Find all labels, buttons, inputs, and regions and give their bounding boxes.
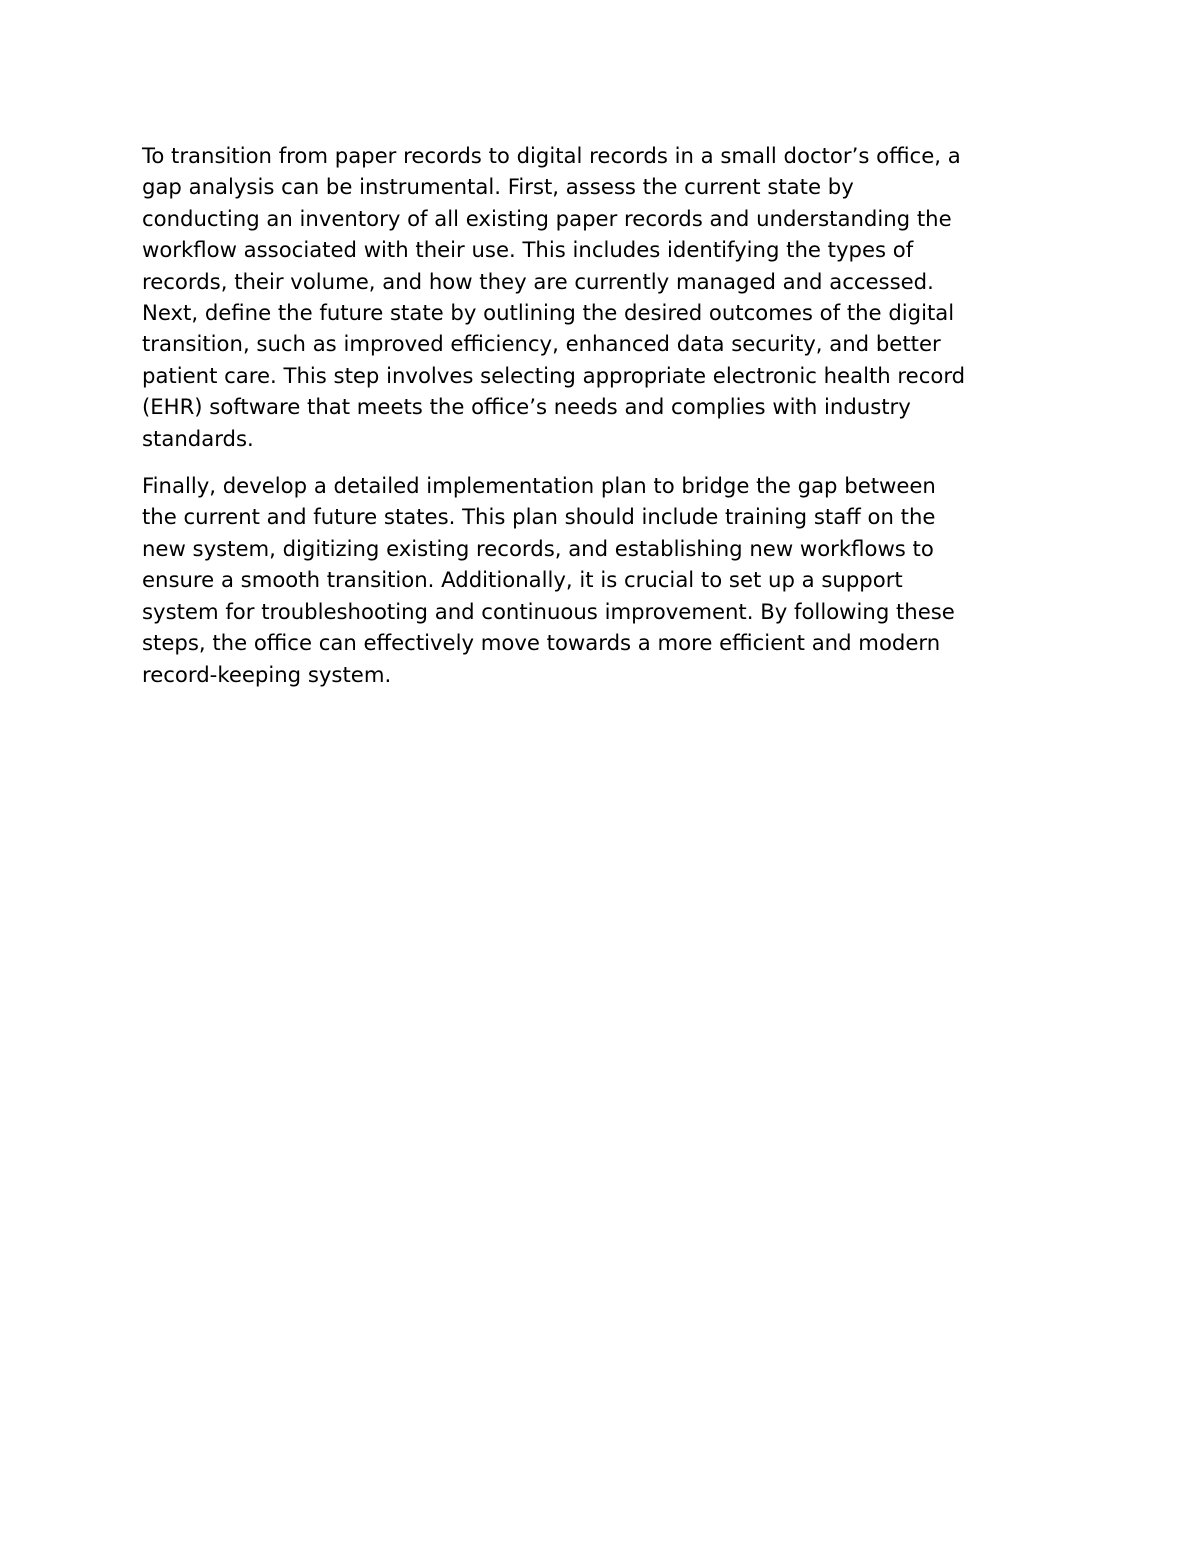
document-body (142, 140, 1062, 706)
paragraph-implementation-plan: Finally, develop a detailed implementation plan to bridge the gap between the current and future states. This plan should include training staff on the new system, digitizing existing records, and establishing new workflows to ensure a smooth transition. Additionally, it is crucial to set up a support system for troubleshooting and continuous improvement. By following these steps, the office can effectively move towards a more efficient and modern record-keeping system. (142, 473, 955, 687)
paragraph-gap-analysis: To transition from paper records to digital records in a small doctor’s office, a gap analysis can be instrumental. First, assess the current state by conducting an inventory of all existing paper records and understanding the workflow associated with their use. This includes identifying the types of records, their volume, and how they are currently managed and accessed. Next, define the future state by outlining the desired outcomes of the digital transition, such as improved efficiency, enhanced data security, and better patient care. This step involves selecting appropriate electronic health record (EHR) software that meets the office’s needs and complies with industry standards. (142, 143, 966, 451)
